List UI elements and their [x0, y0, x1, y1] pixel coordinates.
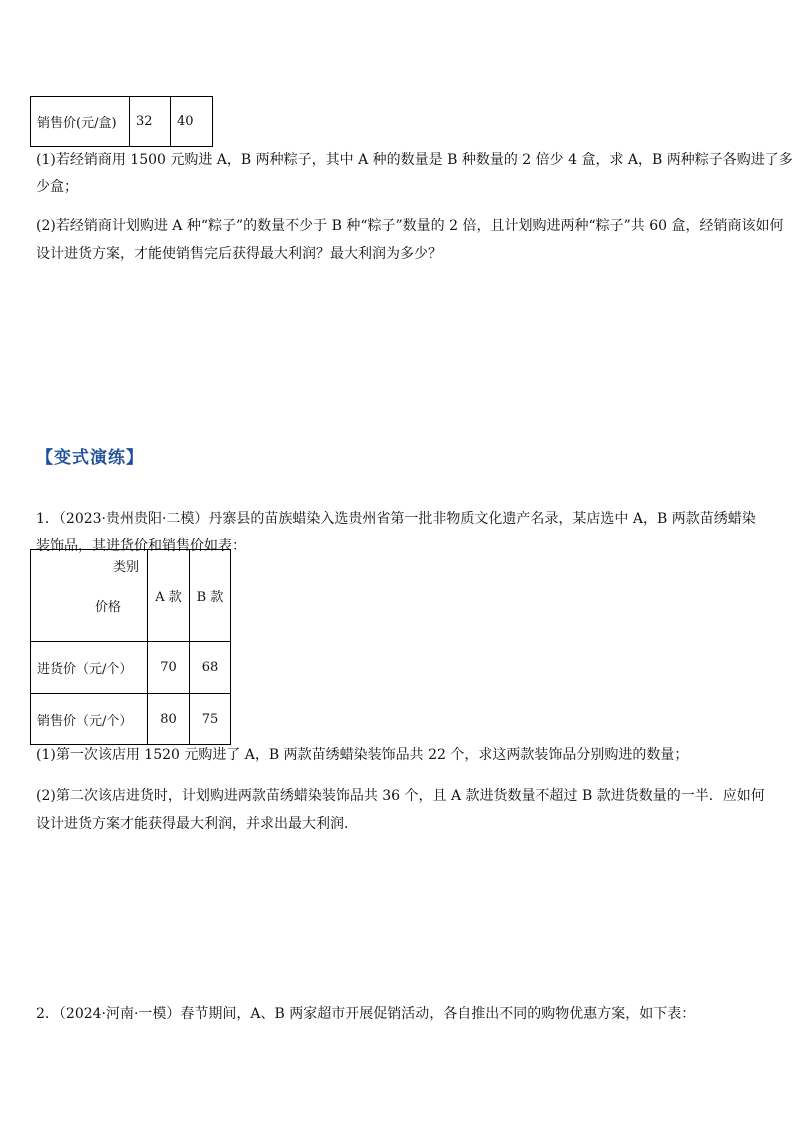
question-2-line-1: (2)若经销商计划购进 A 种“粽子”的数量不少于 B 种“粽子”数量的 2 倍，且计划购进两种“粽子”共 60 盒，经销商该如何	[36, 218, 784, 234]
table2-header-cell	[31, 550, 148, 642]
problem-1-question-2-line-2: 设计进货方案才能获得最大利润，并求出最大利润．	[36, 816, 358, 832]
price-table-1	[30, 96, 213, 147]
question-2-line-2: 设计进货方案，才能使销售完后获得最大利润？最大利润为多少？	[36, 246, 442, 262]
table1-value-b: 40	[171, 97, 213, 147]
table2-row-purchase-a: 70	[148, 642, 190, 694]
table1-value-a: 32	[130, 97, 171, 147]
table2-row-sale-label: 销售价（元/个）	[31, 694, 148, 745]
table2-row-purchase-b: 68	[190, 642, 231, 694]
section-heading: 【变式演练】	[36, 448, 144, 468]
problem-1-line-2: 装饰品，其进货价和销售价如表：	[36, 538, 246, 554]
table2-col-b: B 款	[190, 550, 231, 642]
problem-1-question-2-line-1: (2)第二次该店进货时，计划购进两款苗绣蜡染装饰品共 36 个，且 A 款进货数量不超过 B 款进货数量的一半．应如何	[36, 788, 765, 804]
table2-header-category: 类别	[112, 560, 139, 575]
table2-col-a: A 款	[148, 550, 190, 642]
table2-row-sale-b: 75	[190, 694, 231, 745]
problem-1-line-1: 1．（2023·贵州贵阳·二模）丹寨县的苗族蜡染入选贵州省第一批非物质文化遗产名录，某店选中 A，B 两款苗绣蜡染	[36, 511, 756, 527]
table2-row-sale-a: 80	[148, 694, 190, 745]
price-table-2	[30, 549, 231, 745]
table1-row-label: 销售价(元/盒)	[31, 97, 130, 147]
question-1-line-1: (1)若经销商用 1500 元购进 A，B 两种粽子，其中 A 种的数量是 B 种数量的 2 倍少 4 盒，求 A，B 两种粽子各购进了多	[36, 152, 793, 168]
table2-row-purchase-label: 进货价（元/个）	[31, 642, 148, 694]
table2-header-price: 价格	[95, 600, 122, 615]
problem-1-question-1: (1)第一次该店用 1520 元购进了 A，B 两款苗绣蜡染装饰品共 22 个，求这两款装饰品分别购进的数量；	[36, 747, 689, 763]
question-1-line-2: 少盒；	[36, 179, 78, 195]
problem-2-line-1: 2．（2024·河南·一模）春节期间，A、B 两家超市开展促销活动，各自推出不同的购物优惠方案，如下表：	[36, 1006, 696, 1022]
